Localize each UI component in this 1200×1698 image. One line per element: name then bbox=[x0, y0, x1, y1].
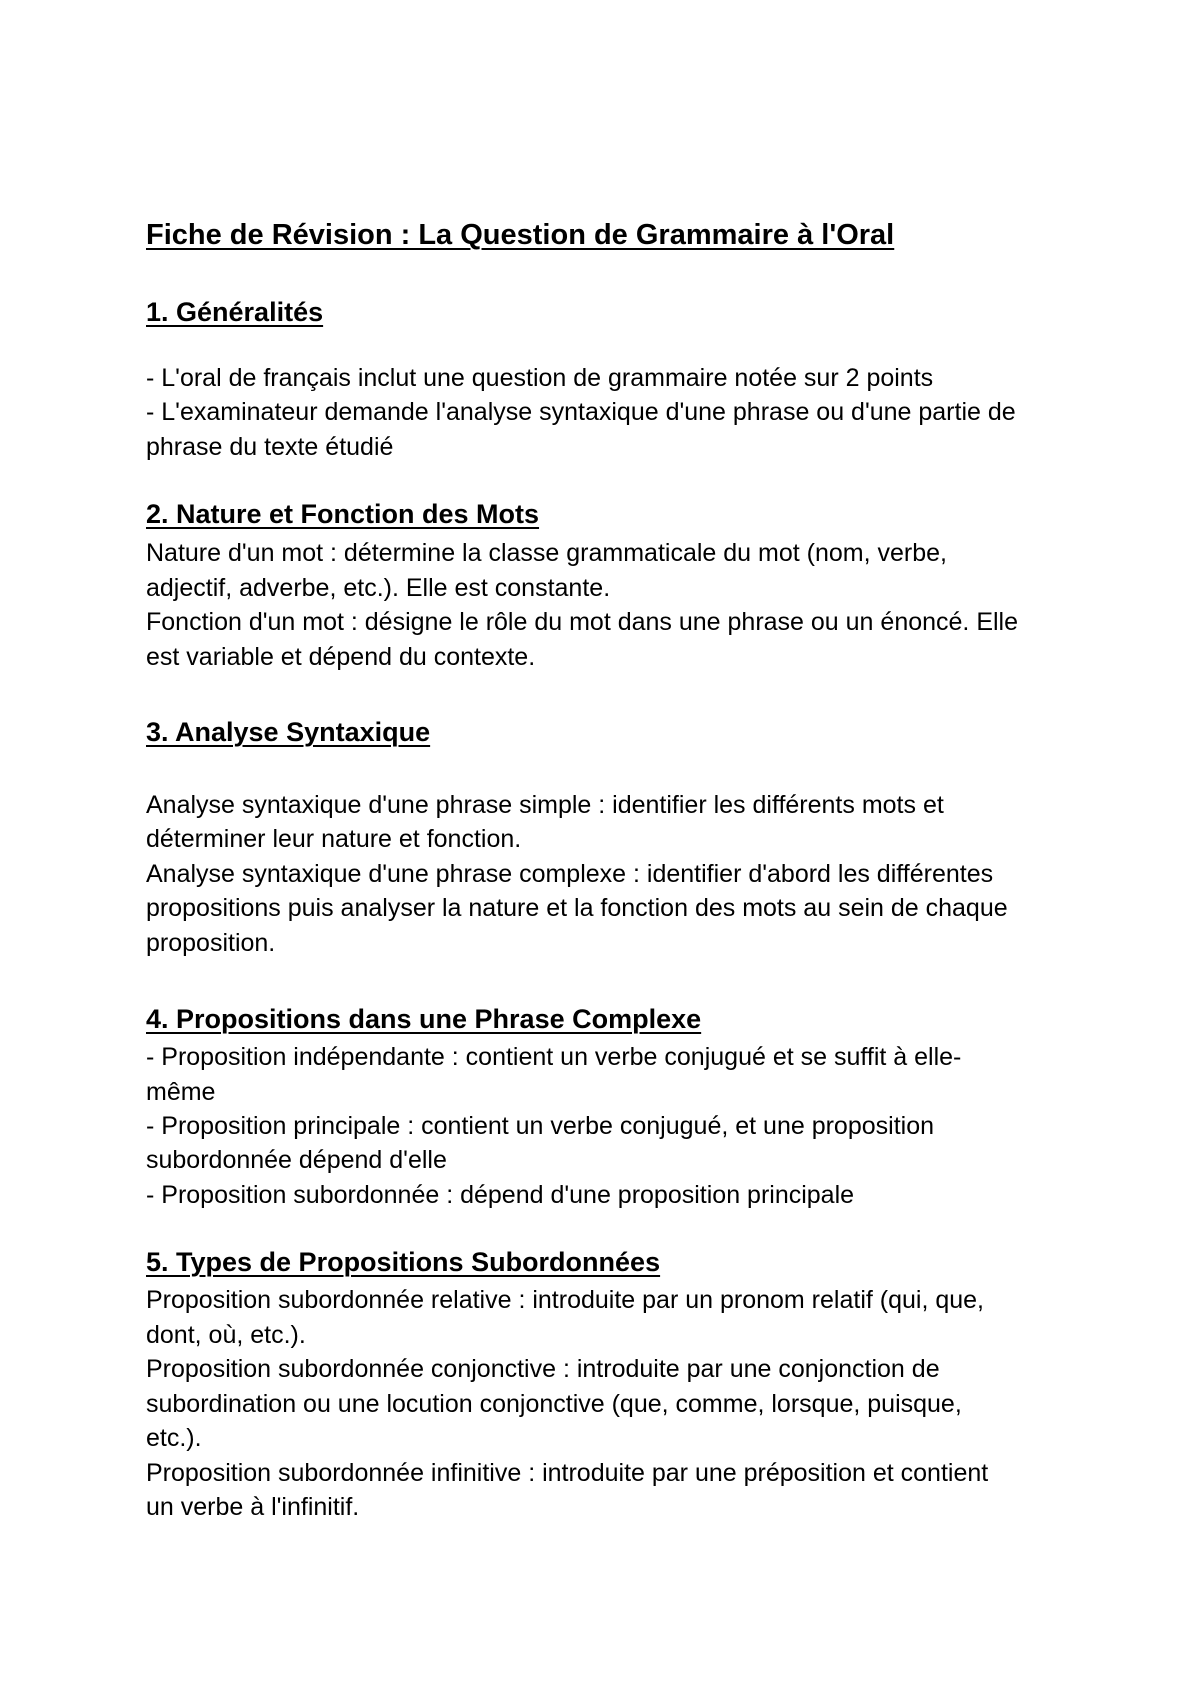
section-1-heading: 1. Généralités bbox=[146, 297, 324, 327]
section-4-line: - Proposition indépendante : contient un verbe conjugué et se suffit à elle- bbox=[146, 1043, 962, 1071]
section-5-line: un verbe à l'infinitif. bbox=[146, 1493, 360, 1521]
section-5-line: dont, où, etc.). bbox=[146, 1321, 306, 1349]
section-2-heading: 2. Nature et Fonction des Mots bbox=[146, 499, 540, 529]
section-3-line: déterminer leur nature et fonction. bbox=[146, 825, 522, 853]
section-5-line: Proposition subordonnée relative : introduite par un pronom relatif (qui, que, bbox=[146, 1286, 985, 1314]
section-2-line: Nature d'un mot : détermine la classe grammaticale du mot (nom, verbe, bbox=[146, 539, 947, 567]
section-5-line: Proposition subordonnée conjonctive : introduite par une conjonction de bbox=[146, 1355, 940, 1383]
section-5-heading: 5. Types de Propositions Subordonnées bbox=[146, 1247, 661, 1277]
section-3-line: propositions puis analyser la nature et la fonction des mots au sein de chaque bbox=[146, 894, 1008, 922]
section-2-line: est variable et dépend du contexte. bbox=[146, 643, 536, 671]
section-4-heading: 4. Propositions dans une Phrase Complexe bbox=[146, 1004, 702, 1034]
section-1-line: - L'oral de français inclut une question de grammaire notée sur 2 points bbox=[146, 364, 934, 392]
page-title: Fiche de Révision : La Question de Grammaire à l'Oral bbox=[146, 219, 895, 251]
section-4-line: - Proposition principale : contient un verbe conjugué, et une proposition bbox=[146, 1112, 935, 1140]
section-3-line: Analyse syntaxique d'une phrase complexe : identifier d'abord les différentes bbox=[146, 860, 994, 888]
section-3-line: proposition. bbox=[146, 929, 276, 957]
section-4-line: subordonnée dépend d'elle bbox=[146, 1146, 447, 1174]
section-1-line: phrase du texte étudié bbox=[146, 433, 394, 461]
section-3-line: Analyse syntaxique d'une phrase simple : identifier les différents mots et bbox=[146, 791, 944, 819]
section-5-line: Proposition subordonnée infinitive : introduite par une préposition et contient bbox=[146, 1459, 989, 1487]
section-2-line: adjectif, adverbe, etc.). Elle est constante. bbox=[146, 574, 611, 602]
section-5-line: subordination ou une locution conjonctive (que, comme, lorsque, puisque, bbox=[146, 1390, 962, 1418]
section-2-line: Fonction d'un mot : désigne le rôle du mot dans une phrase ou un énoncé. Elle bbox=[146, 608, 1019, 636]
section-5-line: etc.). bbox=[146, 1424, 202, 1452]
section-4-line: - Proposition subordonnée : dépend d'une proposition principale bbox=[146, 1181, 855, 1209]
section-4-line: même bbox=[146, 1078, 216, 1106]
section-3-heading: 3. Analyse Syntaxique bbox=[146, 717, 431, 747]
section-1-line: - L'examinateur demande l'analyse syntaxique d'une phrase ou d'une partie de bbox=[146, 398, 1016, 426]
